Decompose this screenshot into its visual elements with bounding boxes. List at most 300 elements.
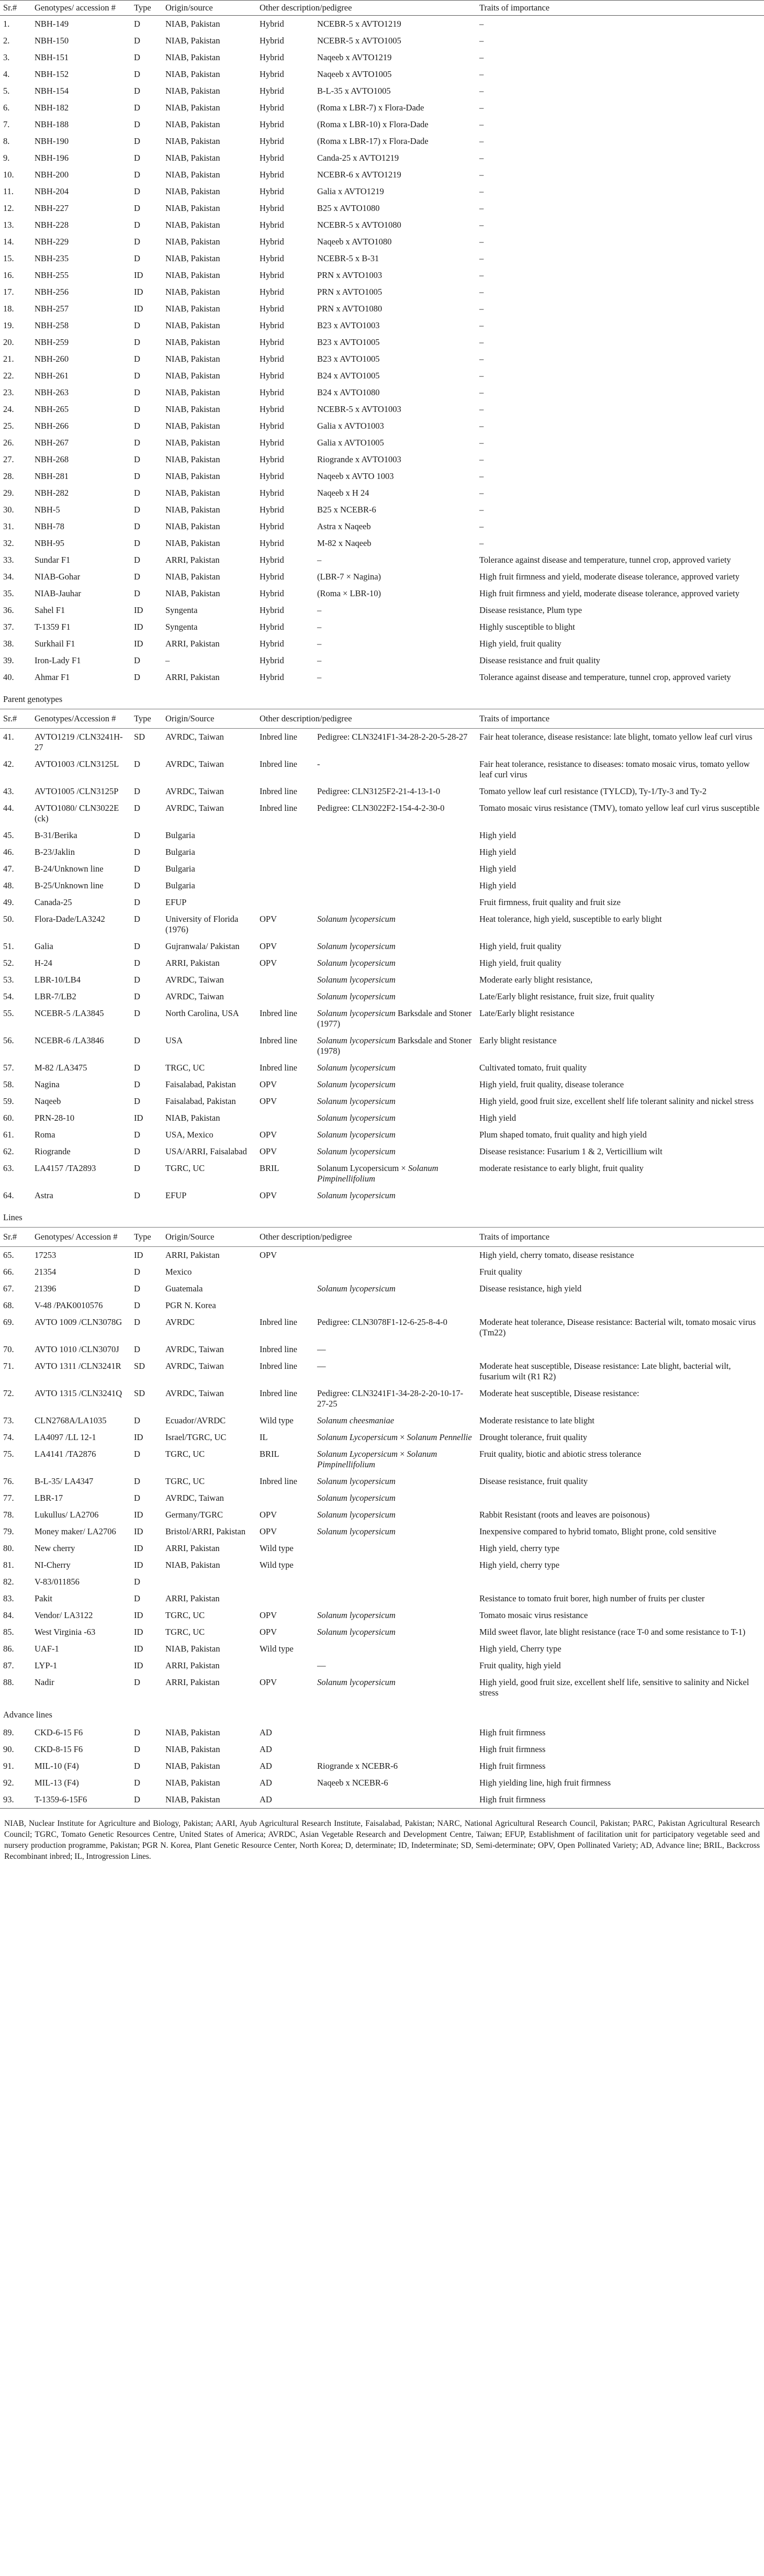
row-traits: Highly susceptible to blight bbox=[479, 622, 575, 632]
row-genotype: New cherry bbox=[35, 1543, 75, 1553]
table-row bbox=[0, 1314, 764, 1341]
table-row bbox=[0, 955, 764, 972]
row-category: Hybrid bbox=[260, 19, 284, 29]
row-type: D bbox=[134, 471, 140, 481]
row-genotype: Ahmar F1 bbox=[35, 672, 70, 682]
row-category: Hybrid bbox=[260, 103, 284, 113]
row-pedigree: (Roma × LBR-10) bbox=[317, 588, 381, 598]
row-origin: TGRC, UC bbox=[165, 1476, 205, 1486]
row-sr: 2. bbox=[3, 36, 10, 46]
row-category: Inbred line bbox=[260, 803, 297, 813]
row-category bbox=[256, 1574, 314, 1590]
row-category: Inbred line bbox=[260, 1388, 297, 1398]
row-genotype: B-25/Unknown line bbox=[35, 880, 104, 890]
row-type: ID bbox=[134, 1113, 143, 1123]
row-pedigree: Solanum lycopersicum bbox=[317, 1146, 396, 1156]
row-traits: Tomato mosaic virus resistance (TMV), tomato yellow leaf curl virus susceptible bbox=[479, 803, 760, 813]
row-traits: – bbox=[479, 19, 484, 29]
row-origin: Ecuador/AVRDC bbox=[165, 1415, 226, 1425]
row-pedigree: Solanum lycopersicum bbox=[317, 958, 396, 968]
row-origin: NIAB, Pakistan bbox=[165, 1113, 220, 1123]
row-category: Hybrid bbox=[260, 237, 284, 247]
table-row bbox=[0, 16, 764, 33]
row-category: Hybrid bbox=[260, 186, 284, 196]
row-type: ID bbox=[134, 287, 143, 297]
row-type: D bbox=[134, 186, 140, 196]
table-row bbox=[0, 250, 764, 267]
row-category: Hybrid bbox=[260, 203, 284, 213]
row-pedigree: B23 x AVTO1003 bbox=[317, 320, 380, 330]
row-sr: 84. bbox=[3, 1610, 14, 1620]
row-pedigree bbox=[314, 1540, 476, 1557]
row-pedigree: Riogrande x AVTO1003 bbox=[317, 454, 401, 464]
row-genotype: NBH-255 bbox=[35, 270, 69, 280]
row-pedigree: Astra x Naqeeb bbox=[317, 521, 371, 531]
row-category: OPV bbox=[260, 1146, 277, 1156]
row-genotype: NBH-229 bbox=[35, 237, 69, 247]
row-origin: NIAB, Pakistan bbox=[165, 136, 220, 146]
row-type: ID bbox=[134, 605, 143, 615]
row-sr: 85. bbox=[3, 1627, 14, 1637]
row-origin: NIAB, Pakistan bbox=[165, 371, 220, 381]
row-type: D bbox=[134, 538, 140, 548]
table-row bbox=[0, 938, 764, 955]
row-type: SD bbox=[134, 1388, 145, 1398]
table-row bbox=[0, 1358, 764, 1385]
row-traits: Tolerance against disease and temperature, tunnel crop, approved variety bbox=[479, 555, 731, 565]
row-pedigree bbox=[314, 1641, 476, 1657]
row-genotype: LA4141 /TA2876 bbox=[35, 1449, 96, 1459]
header-description: Other description/pedigree bbox=[256, 1, 476, 16]
row-type: D bbox=[134, 354, 140, 364]
row-pedigree: Solanum lycopersicum bbox=[317, 1113, 396, 1123]
row-genotype: NBH-263 bbox=[35, 387, 69, 397]
row-genotype: NBH-151 bbox=[35, 52, 69, 62]
row-category bbox=[256, 861, 314, 877]
row-pedigree: B25 x NCEBR-6 bbox=[317, 505, 376, 515]
table-row bbox=[0, 1412, 764, 1429]
row-traits: High fruit firmness bbox=[479, 1744, 546, 1754]
row-category: Hybrid bbox=[260, 505, 284, 515]
table-row bbox=[0, 1574, 764, 1590]
row-pedigree: Solanum lycopersicum bbox=[317, 975, 396, 985]
row-origin: NIAB, Pakistan bbox=[165, 1778, 220, 1788]
row-genotype: NBH-150 bbox=[35, 36, 69, 46]
row-origin: AVRDC, Taiwan bbox=[165, 975, 224, 985]
row-sr: 66. bbox=[3, 1267, 14, 1277]
row-pedigree: Galia x AVTO1003 bbox=[317, 421, 384, 431]
row-pedigree: – bbox=[317, 639, 322, 649]
row-pedigree: Solanum Lycopersicum × Solanum Pennellie bbox=[317, 1432, 472, 1442]
row-type: ID bbox=[134, 1432, 143, 1442]
row-traits: High yield, cherry type bbox=[479, 1560, 560, 1570]
row-origin: NIAB, Pakistan bbox=[165, 287, 220, 297]
row-origin: NIAB, Pakistan bbox=[165, 1727, 220, 1737]
row-genotype: NBH-268 bbox=[35, 454, 69, 464]
row-traits: – bbox=[479, 538, 484, 548]
row-type: D bbox=[134, 1063, 140, 1073]
row-pedigree: NCEBR-6 x AVTO1219 bbox=[317, 170, 401, 180]
row-pedigree bbox=[314, 1590, 476, 1607]
row-pedigree bbox=[314, 1574, 476, 1590]
row-pedigree: Solanum Lycopersicum × Solanum Pimpinellifolium bbox=[317, 1449, 437, 1469]
row-sr: 15. bbox=[3, 253, 14, 263]
row-traits: – bbox=[479, 270, 484, 280]
row-pedigree: NCEBR-5 x AVTO1003 bbox=[317, 404, 401, 414]
row-origin: ARRI, Pakistan bbox=[165, 672, 220, 682]
row-category: Hybrid bbox=[260, 454, 284, 464]
row-type: D bbox=[134, 1493, 140, 1503]
table-row bbox=[0, 1032, 764, 1060]
row-category bbox=[256, 1490, 314, 1507]
table-row bbox=[0, 1540, 764, 1557]
row-sr: 23. bbox=[3, 387, 14, 397]
row-origin: AVRDC, Taiwan bbox=[165, 1493, 224, 1503]
row-genotype: NBH-260 bbox=[35, 354, 69, 364]
row-sr: 8. bbox=[3, 136, 10, 146]
row-type: D bbox=[134, 880, 140, 890]
row-category: Hybrid bbox=[260, 488, 284, 498]
row-pedigree: Solanum lycopersicum bbox=[317, 1096, 396, 1106]
row-genotype: Sundar F1 bbox=[35, 555, 71, 565]
row-type: D bbox=[134, 36, 140, 46]
row-traits: – bbox=[479, 237, 484, 247]
row-genotype: NBH-78 bbox=[35, 521, 64, 531]
row-sr: 25. bbox=[3, 421, 14, 431]
row-category: Hybrid bbox=[260, 170, 284, 180]
row-traits: Disease resistance, Plum type bbox=[479, 605, 582, 615]
row-origin: TGRC, UC bbox=[165, 1627, 205, 1637]
header-origin: Origin/source bbox=[162, 1, 256, 16]
row-traits: High fruit firmness bbox=[479, 1727, 546, 1737]
row-category: OPV bbox=[260, 941, 277, 951]
row-origin: NIAB, Pakistan bbox=[165, 36, 220, 46]
row-origin: ARRI, Pakistan bbox=[165, 1250, 220, 1260]
table-row bbox=[0, 1297, 764, 1314]
row-category: Hybrid bbox=[260, 371, 284, 381]
row-type: SD bbox=[134, 1361, 145, 1371]
row-category: Wild type bbox=[260, 1644, 294, 1654]
row-origin: NIAB, Pakistan bbox=[165, 1644, 220, 1654]
row-type: D bbox=[134, 371, 140, 381]
table-row bbox=[0, 401, 764, 418]
row-category: Inbred line bbox=[260, 1063, 297, 1073]
row-type: D bbox=[134, 253, 140, 263]
row-pedigree bbox=[314, 1724, 476, 1741]
row-origin bbox=[162, 1574, 256, 1590]
table-row bbox=[0, 1110, 764, 1127]
row-sr: 92. bbox=[3, 1778, 14, 1788]
row-traits: Fair heat tolerance, disease resistance: late blight, tomato yellow leaf curl virus bbox=[479, 732, 752, 742]
row-origin: NIAB, Pakistan bbox=[165, 52, 220, 62]
table-row bbox=[0, 367, 764, 384]
row-pedigree: Pedigree: CLN3078F1-12-6-25-8-4-0 bbox=[317, 1317, 447, 1327]
table-row bbox=[0, 468, 764, 485]
row-pedigree: Solanum lycopersicum bbox=[317, 1063, 396, 1073]
row-genotype: Nagina bbox=[35, 1079, 60, 1089]
row-traits: – bbox=[479, 69, 484, 79]
row-type: ID bbox=[134, 1510, 143, 1520]
row-genotype: Pakit bbox=[35, 1593, 52, 1603]
row-genotype: 21396 bbox=[35, 1284, 57, 1293]
row-origin: Faisalabad, Pakistan bbox=[165, 1079, 236, 1089]
row-pedigree: – bbox=[317, 672, 322, 682]
row-sr: 78. bbox=[3, 1510, 14, 1520]
row-pedigree: NCEBR-5 x AVTO1080 bbox=[317, 220, 401, 230]
row-sr: 20. bbox=[3, 337, 14, 347]
row-origin: NIAB, Pakistan bbox=[165, 237, 220, 247]
table-row bbox=[0, 351, 764, 367]
table-row bbox=[0, 972, 764, 988]
row-type: ID bbox=[134, 1526, 143, 1536]
table-body bbox=[0, 16, 764, 1809]
row-type: D bbox=[134, 1761, 140, 1771]
table-row bbox=[0, 619, 764, 635]
row-category: Hybrid bbox=[260, 404, 284, 414]
row-pedigree bbox=[314, 861, 476, 877]
row-origin: NIAB, Pakistan bbox=[165, 404, 220, 414]
row-category: Hybrid bbox=[260, 421, 284, 431]
table-row bbox=[0, 1507, 764, 1523]
row-traits: – bbox=[479, 371, 484, 381]
row-genotype: NBH-281 bbox=[35, 471, 69, 481]
row-origin: Syngenta bbox=[165, 605, 198, 615]
row-traits bbox=[476, 1574, 764, 1590]
row-category: AD bbox=[260, 1778, 272, 1788]
row-sr: 41. bbox=[3, 732, 14, 742]
row-category: BRIL bbox=[260, 1449, 279, 1459]
row-pedigree: Solanum lycopersicum Barksdale and Stoner (1978) bbox=[317, 1035, 472, 1056]
row-category: Inbred line bbox=[260, 1476, 297, 1486]
row-pedigree bbox=[314, 827, 476, 844]
row-category: Hybrid bbox=[260, 220, 284, 230]
table-row bbox=[0, 844, 764, 861]
row-type: D bbox=[134, 1035, 140, 1045]
header-traits: Traits of importance bbox=[476, 1, 764, 16]
row-category: OPV bbox=[260, 1079, 277, 1089]
subheader-description: Other description/pedigree bbox=[256, 1228, 476, 1247]
row-origin: AVRDC, Taiwan bbox=[165, 1344, 224, 1354]
row-genotype: AVTO 1311 /CLN3241R bbox=[35, 1361, 121, 1371]
row-origin: Bulgaria bbox=[165, 847, 195, 857]
row-pedigree: Solanum lycopersicum bbox=[317, 1526, 396, 1536]
row-type: D bbox=[134, 1284, 140, 1293]
row-genotype: Nadir bbox=[35, 1677, 54, 1687]
row-traits: – bbox=[479, 337, 484, 347]
table-row bbox=[0, 1060, 764, 1076]
row-traits: High fruit firmness and yield, moderate disease tolerance, approved variety bbox=[479, 588, 740, 598]
row-sr: 35. bbox=[3, 588, 14, 598]
row-category: Hybrid bbox=[260, 622, 284, 632]
row-genotype: NCEBR-6 /LA3846 bbox=[35, 1035, 104, 1045]
row-sr: 19. bbox=[3, 320, 14, 330]
row-pedigree: Canda-25 x AVTO1219 bbox=[317, 153, 399, 163]
row-category: Hybrid bbox=[260, 555, 284, 565]
row-type: D bbox=[134, 337, 140, 347]
row-sr: 62. bbox=[3, 1146, 14, 1156]
row-genotype: NBH-95 bbox=[35, 538, 64, 548]
row-origin: Bulgaria bbox=[165, 864, 195, 874]
row-pedigree: — bbox=[317, 1361, 326, 1371]
row-genotype: NBH-235 bbox=[35, 253, 69, 263]
row-pedigree: Solanum lycopersicum Barksdale and Stoner (1977) bbox=[317, 1008, 472, 1029]
table-row bbox=[0, 485, 764, 501]
row-category: Wild type bbox=[260, 1543, 294, 1553]
row-traits: Inexpensive compared to hybrid tomato, Blight prone, cold sensitive bbox=[479, 1526, 716, 1536]
table-row bbox=[0, 1590, 764, 1607]
row-pedigree: Naqeeb x AVTO1080 bbox=[317, 237, 392, 247]
row-traits: Fruit quality bbox=[479, 1267, 523, 1277]
table-row bbox=[0, 988, 764, 1005]
row-type: D bbox=[134, 897, 140, 907]
table-row bbox=[0, 334, 764, 351]
row-pedigree: PRN x AVTO1080 bbox=[317, 304, 383, 314]
row-type: D bbox=[134, 438, 140, 448]
row-category: Inbred line bbox=[260, 759, 297, 769]
row-sr: 91. bbox=[3, 1761, 14, 1771]
row-pedigree: B24 x AVTO1005 bbox=[317, 371, 380, 381]
row-traits: Plum shaped tomato, fruit quality and high yield bbox=[479, 1130, 647, 1140]
row-origin: NIAB, Pakistan bbox=[165, 387, 220, 397]
row-type: D bbox=[134, 454, 140, 464]
row-pedigree: B23 x AVTO1005 bbox=[317, 337, 380, 347]
header-type: Type bbox=[131, 1, 162, 16]
row-sr: 64. bbox=[3, 1190, 14, 1200]
row-pedigree: B24 x AVTO1080 bbox=[317, 387, 380, 397]
row-traits: Fruit quality, high yield bbox=[479, 1660, 561, 1670]
row-traits: – bbox=[479, 220, 484, 230]
row-type: ID bbox=[134, 1660, 143, 1670]
row-traits: Fruit firmness, fruit quality and fruit size bbox=[479, 897, 621, 907]
row-pedigree: (LBR-7 × Nagina) bbox=[317, 572, 381, 582]
row-type: D bbox=[134, 1190, 140, 1200]
row-genotype: B-24/Unknown line bbox=[35, 864, 104, 874]
row-traits: High yield bbox=[479, 864, 516, 874]
row-pedigree: Pedigree: CLN3241F1-34-28-2-20-10-17-27-25 bbox=[317, 1388, 464, 1409]
row-origin: NIAB, Pakistan bbox=[165, 119, 220, 129]
row-traits: – bbox=[479, 454, 484, 464]
table-row bbox=[0, 200, 764, 217]
row-sr: 17. bbox=[3, 287, 14, 297]
row-type: ID bbox=[134, 1644, 143, 1654]
row-sr: 9. bbox=[3, 153, 10, 163]
row-sr: 31. bbox=[3, 521, 14, 531]
row-traits: High yield, fruit quality bbox=[479, 639, 561, 649]
row-genotype: NBH-261 bbox=[35, 371, 69, 381]
row-type: D bbox=[134, 119, 140, 129]
row-pedigree: B-L-35 x AVTO1005 bbox=[317, 86, 391, 96]
row-type: D bbox=[134, 759, 140, 769]
row-origin: Faisalabad, Pakistan bbox=[165, 1096, 236, 1106]
row-pedigree: Naqeeb x AVTO 1003 bbox=[317, 471, 394, 481]
row-pedigree: Solanum lycopersicum bbox=[317, 1130, 396, 1140]
row-pedigree: Galia x AVTO1005 bbox=[317, 438, 384, 448]
row-category: Hybrid bbox=[260, 521, 284, 531]
row-type: D bbox=[134, 170, 140, 180]
row-pedigree: Solanum Lycopersicum × Solanum Pimpinellifolium bbox=[317, 1163, 439, 1184]
row-category: Hybrid bbox=[260, 69, 284, 79]
table-row bbox=[0, 418, 764, 434]
row-sr: 37. bbox=[3, 622, 14, 632]
row-origin: NIAB, Pakistan bbox=[165, 86, 220, 96]
table-row bbox=[0, 585, 764, 602]
row-traits: Late/Early blight resistance bbox=[479, 1008, 575, 1018]
row-pedigree: Solanum lycopersicum bbox=[317, 1284, 396, 1293]
row-origin: NIAB, Pakistan bbox=[165, 153, 220, 163]
row-type: D bbox=[134, 86, 140, 96]
row-origin: North Carolina, USA bbox=[165, 1008, 239, 1018]
row-genotype: NBH-5 bbox=[35, 505, 60, 515]
row-traits: Early blight resistance bbox=[479, 1035, 557, 1045]
table-row bbox=[0, 669, 764, 686]
row-sr: 77. bbox=[3, 1493, 14, 1503]
row-sr: 14. bbox=[3, 237, 14, 247]
row-traits: – bbox=[479, 36, 484, 46]
row-type: D bbox=[134, 52, 140, 62]
row-type: D bbox=[134, 941, 140, 951]
row-type: ID bbox=[134, 1250, 143, 1260]
row-origin: USA bbox=[165, 1035, 183, 1045]
table-row bbox=[0, 783, 764, 800]
row-pedigree: Solanum lycopersicum bbox=[317, 941, 396, 951]
row-type: ID bbox=[134, 1627, 143, 1637]
subheader-traits: Traits of importance bbox=[476, 1228, 764, 1247]
row-traits: High yield bbox=[479, 1113, 516, 1123]
row-origin: ARRI, Pakistan bbox=[165, 1593, 220, 1603]
table-row bbox=[0, 1187, 764, 1204]
row-traits: – bbox=[479, 153, 484, 163]
table-row bbox=[0, 501, 764, 518]
row-traits: Resistance to tomato fruit borer, high number of fruits per cluster bbox=[479, 1593, 705, 1603]
table-row bbox=[0, 1758, 764, 1775]
row-sr: 50. bbox=[3, 914, 14, 924]
row-type: SD bbox=[134, 732, 145, 742]
table-row bbox=[0, 284, 764, 300]
row-pedigree: PRN x AVTO1005 bbox=[317, 287, 383, 297]
row-category bbox=[256, 1657, 314, 1674]
row-type: D bbox=[134, 1344, 140, 1354]
subheader-type: Type bbox=[131, 709, 162, 729]
row-category: AD bbox=[260, 1761, 272, 1771]
table-row bbox=[0, 518, 764, 535]
row-sr: 42. bbox=[3, 759, 14, 769]
table-header-row bbox=[0, 1, 764, 16]
row-category: Hybrid bbox=[260, 572, 284, 582]
row-type: ID bbox=[134, 304, 143, 314]
table-row bbox=[0, 1791, 764, 1809]
row-category: Hybrid bbox=[260, 588, 284, 598]
row-sr: 54. bbox=[3, 991, 14, 1001]
row-category bbox=[256, 988, 314, 1005]
row-type: D bbox=[134, 1449, 140, 1459]
row-origin: NIAB, Pakistan bbox=[165, 337, 220, 347]
row-genotype: AVTO1219 /CLN3241H-27 bbox=[35, 732, 123, 752]
row-genotype: NBH-204 bbox=[35, 186, 69, 196]
row-type: D bbox=[134, 1593, 140, 1603]
row-origin: NIAB, Pakistan bbox=[165, 220, 220, 230]
table-row bbox=[0, 150, 764, 166]
row-origin: AVRDC, Taiwan bbox=[165, 1388, 224, 1398]
row-sr: 26. bbox=[3, 438, 14, 448]
row-pedigree: Naqeeb x NCEBR-6 bbox=[317, 1778, 388, 1788]
row-pedigree: Solanum lycopersicum bbox=[317, 1627, 396, 1637]
row-traits: High yield, fruit quality bbox=[479, 941, 561, 951]
row-type: D bbox=[134, 203, 140, 213]
row-genotype: NBH-266 bbox=[35, 421, 69, 431]
row-genotype: LBR-17 bbox=[35, 1493, 63, 1503]
row-sr: 34. bbox=[3, 572, 14, 582]
row-origin: Israel/TGRC, UC bbox=[165, 1432, 227, 1442]
